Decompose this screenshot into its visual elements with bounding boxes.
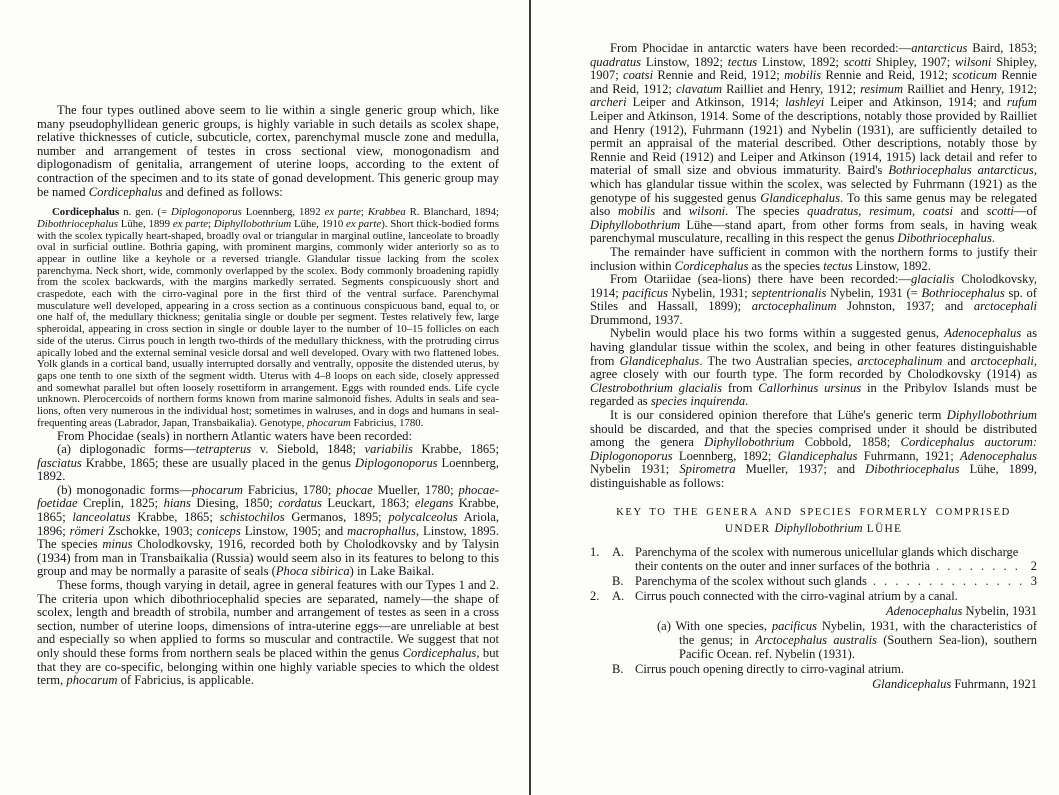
key-item-1b bbox=[590, 574, 1037, 588]
key-couplet-number-2: 2. bbox=[590, 588, 600, 603]
key-item-1a bbox=[590, 545, 1037, 573]
key-couplet-letter-1b: B. bbox=[612, 573, 624, 588]
otariidae-records-paragraph: From Otariidae (sea-lions) there have been recorded:—glacialis Cholodkovsky, 1914; pacificus Nybelin, 1931; septentrionalis Nybelin, 1931 (= Bothriocephalus sp. of Stiles and Hassall, 1899); arctocephalinum Johnston, 1937; and arctocephali Drummond, 1937. bbox=[590, 272, 1038, 327]
opinion-paragraph: It is our considered opinion therefore that Lühe's generic term Diphyllobothrium should be discarded, and that the species comprised under it should be distributed among the genera Diphyllobothrium Cobbold, 1858; Cordicephalus auctorum: Diplogonoporus Loennberg, 1892; Glandicephalus Fuhrmann, 1921; Adenocephalus Nybelin 1931; Spirometra Mueller, 1937; and Dibothriocephalus Lühe, 1899, distinguishable as follows: bbox=[590, 408, 1038, 490]
right-page-column bbox=[590, 42, 1037, 691]
key-subitem-a: (a) With one species, pacificus Nybelin, 1931, with the characteristics of the genus; in Arctocephalus australis (Southern Sea-lion), southern Pacific Ocean. ref. Nybelin (1931). bbox=[657, 618, 1037, 661]
key-ref-number-1a: 2 bbox=[1030, 558, 1037, 573]
nybelin-genus-paragraph: Nybelin would place his two forms within a suggested genus, Adenocephalus as having glandular tissue within the scolex, and being in other features distinguishable from Glandicephalus. The two Australian species, arctocephalinum and arctocephali, agree closely with our fourth type. The form recorded by Cholodkovsky (1914) as Clestrobothrium glacialis from Callorhinus ursinus in the Pribylov Islands must be regarded as species inquirenda. bbox=[590, 326, 1038, 409]
antarctic-records-paragraph: From Phocidae in antarctic waters have been recorded:—antarcticus Baird, 1853; quadratus Linstow, 1892; tectus Linstow, 1892; scotti Shipley, 1907; wilsoni Shipley, 1907; coatsi Rennie and Reid, 1912; mobilis Rennie and Reid, 1912; scoticum Rennie and Reid, 1912; clavatum Railliet and Henry, 1912; resimum Railliet and Henry, 1912; archeri Leiper and Atkinson, 1914; lashleyi Leiper and Atkinson, 1914; and rufum Leiper and Atkinson, 1914. Some of the descriptions, notably those provided by Railliet and Henry (1912), Fuhrmann (1921) and Nybelin (1931), are sufficiently detailed to permit an appraisal of the material described. Other descriptions, notably those by Rennie and Reid (1912) and Leiper and Atkinson (1914, 1915) lack detail and refer to material of small size and obvious immaturity. Baird's Bothriocephalus antarcticus, which has glandular tissue within the scolex, was selected by Fuhrmann (1921) as the genotype of his suggested genus Glandicephalus. To this same genus may be relegated also mobilis and wilsoni. The species quadratus, resimum, coatsi and scotti—of Diphyllobothrium Lühe—stand apart, from other forms from seals, in having weak parenchymal musculature, recalling in this respect the genus Dibothriocephalus. bbox=[590, 41, 1038, 246]
key-lead-text-1b: Parenchyma of the scolex without such glands bbox=[635, 573, 867, 588]
key-lead-text-2a: Cirrus pouch connected with the cirro-vaginal atrium by a canal. bbox=[635, 588, 958, 603]
diplogonadic-forms-paragraph: (a) diplogonadic forms—tetrapterus v. Siebold, 1848; variabilis Krabbe, 1865; fasciatus Krabbe, 1865; these are usually placed in the genus Diplogonoporus Loennberg, 1892. bbox=[37, 442, 499, 484]
remainder-paragraph: The remainder have sufficient in common with the northern forms to justify their inclusion within Cordicephalus as the species tectus Linstow, 1892. bbox=[590, 244, 1037, 273]
intro-paragraph: The four types outlined above seem to lie within a single generic group which, like many pseudophyllidean generic groups, is highly variable in such details as scolex shape, relative thicknesses of cuticle, subcuticle, cortex, parenchymal muscle zone and medulla, number and arrangement of testes in cross sectional view, monogonadism and diplogonadism of genitalia, arrangement of uterine loops, according to the extent of contraction of the specimen and to its state of gonad development. This generic group may be named Cordicephalus and defined as follows: bbox=[37, 103, 499, 199]
key-couplet-letter-1a: A. bbox=[612, 544, 625, 559]
page-gutter-divider bbox=[529, 0, 531, 795]
conclusion-paragraph: These forms, though varying in detail, agree in general features with our Types 1 and 2. The criteria upon which dibothriocephalid species are separated, namely—the shape of scolex, length and breadth of strobila, number and arrangement of testes as seen in a cross section, number of uterine loops, dimensions of intra-uterine eggs—are unreliable at best and especially so when applied to forms so muscular and contractile. We suggest that not only should these forms from northern seals be placed within the genus Cordicephalus, but that they are co-specific, belonging within one highly variable species to which the oldest term, phocarum of Fabricius, is applicable. bbox=[37, 578, 500, 688]
key-lead-text-1a-line1: Parenchyma of the scolex with numerous unicellular glands which discharge bbox=[635, 544, 1019, 559]
genus-diagnosis-paragraph: Cordicephalus n. gen. (= Diplogonoporus Loennberg, 1892 ex parte; Krabbea R. Blanchard, 1894; Dibothriocephalus Lühe, 1899 ex parte; Diphyllobothrium Lühe, 1910 ex parte). Short thick-bodied forms with the scolex typically heart-shaped, broadly oval or triangular in marginal outline, lanceolate to broadly oval in surficial outline. Bothria gaping, with prominent margins, commonly wider anteriorly so as to appear in outline like a keyhole or a reversed triangle. Glandular tissue lacking from the scolex parenchyma. Neck short, wide, commonly overlapped by the scolex. Body commonly broadening rapidly from the scolex backwards, with the margins markedly serrated. Segments conspicuously short and craspedote, each with the cirro-vaginal pore in the first third of the ventral surface. Parenchymal musculature well developed, appearing in a cross section as a continuous conspicuous band, equal to, or one half of, the medullary thickness; genitalia single or double per segment. Testes relatively few, large spheroidal, appearing in cross section in single or double layer to the number of 10–15 follicles on each side of the uterus. Cirrus pouch in length two-thirds of the medullary thickness, with the protruding cirrus apically lobed and the external seminal vesicle dorsal and well developed. Ovary with two flattened lobes. Yolk glands in a cortical band, usually interrupted dorsally and ventrally, opposite the distended uterus, by gaps one tenth to one sixth of the segment width. Uterus with 4–8 loops on each side, closely appressed and somewhat parallel but often loosely rosettiform in arrangement. Eggs with rounded ends. Life cycle unknown. Plerocercoids of northern forms known from marine salmonoid fishes. Adults in seals and sea-lions, often very numerous in the individual host; sometimes in walruses, and in dogs and humans in seal-frequenting areas (Labrador, Japan, Transbaikalia). Genotype, phocarum Fabricius, 1780. bbox=[37, 206, 500, 429]
left-page-column bbox=[37, 104, 499, 688]
key-couplet-number-1: 1. bbox=[590, 544, 600, 559]
dot-leader bbox=[936, 559, 1026, 573]
key-item-2b bbox=[590, 662, 1037, 691]
monogonadic-forms-paragraph: (b) monogonadic forms—phocarum Fabricius, 1780; phocae Mueller, 1780; phocae-foetidae Creplin, 1825; hians Diesing, 1850; cordatus Leuckart, 1863; elegans Krabbe, 1865; lanceolatus Krabbe, 1865; schistochilos Germanos, 1895; polycalceolus Ariola, 1896; römeri Zschokke, 1903; coniceps Linstow, 1905; and macrophallus, Linstow, 1895. The species minus Cholodkovsky, 1916, recorded both by Cholodkovsky and by Talysin (1934) from man in Transbaikalia (Russia) would seem also in its features to belong to this group and may be normally a parasite of seals (Phoca sibirica) in Lake Baikal. bbox=[37, 482, 500, 579]
key-lead-text-1a-line2: their contents on the outer and inner surfaces of the bothria bbox=[635, 558, 931, 573]
dot-leader bbox=[873, 574, 1026, 588]
key-result-name-glandicephalus: Glandicephalus Fuhrmann, 1921 bbox=[872, 676, 1037, 691]
key-couplet-letter-2b: B. bbox=[612, 661, 624, 676]
key-heading bbox=[590, 507, 1037, 536]
key-ref-number-1b: 3 bbox=[1030, 573, 1037, 588]
key-title-line2: UNDER Diphyllobothrium LÜHE bbox=[724, 520, 903, 535]
key-couplet-letter-2a: A. bbox=[612, 588, 625, 603]
key-lead-text-2b: Cirrus pouch opening directly to cirro-vaginal atrium. bbox=[635, 661, 905, 676]
key-couplet-number-spacer bbox=[590, 662, 612, 691]
key-item-2a bbox=[590, 589, 1037, 661]
key-title-line1: KEY TO THE GENERA AND SPECIES FORMERLY COMPRISED bbox=[616, 506, 1011, 518]
identification-key bbox=[590, 545, 1037, 691]
key-couplet-number-spacer bbox=[590, 574, 612, 588]
key-result-name-adenocephalus: Adenocephalus Nybelin, 1931 bbox=[885, 603, 1037, 618]
atlantic-records-lead: From Phocidae (seals) in northern Atlantic waters have been recorded: bbox=[57, 428, 412, 443]
